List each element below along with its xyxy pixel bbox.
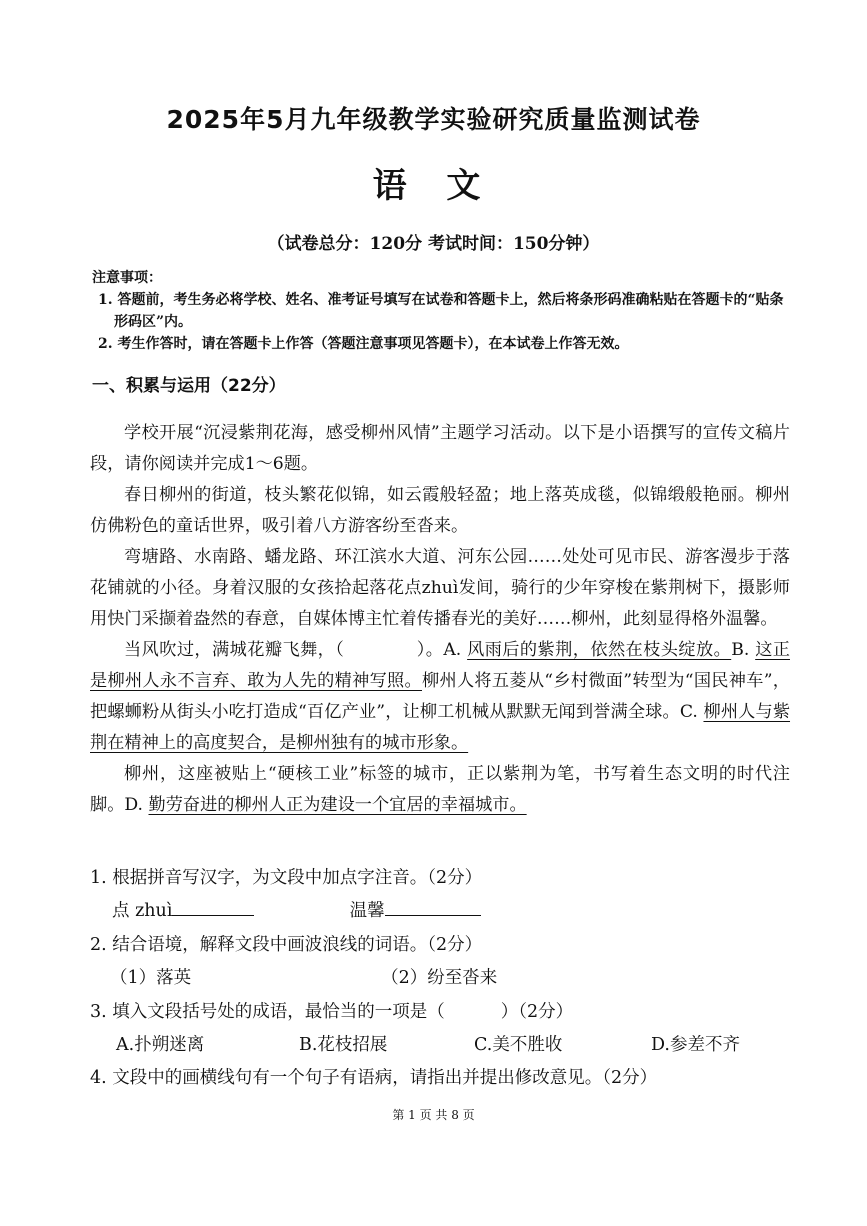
q2-item-a: （1）落英 bbox=[110, 968, 192, 988]
section-title: 一、积累与运用（22分） bbox=[92, 376, 286, 396]
q3-text: ）（2分） bbox=[500, 1002, 574, 1022]
question-1-items bbox=[112, 897, 832, 925]
passage-text: B. bbox=[731, 640, 756, 660]
question-1: 1. 根据拼音写汉字，为文段中加点字注音。（2分） bbox=[90, 868, 483, 888]
q1-item-b: 温馨 bbox=[349, 901, 385, 921]
underlined-sentence-b: 这正是柳州人永不言弃、敢为人先的精神写照。 bbox=[90, 640, 790, 691]
question-2: 2. 结合语境，解释文段中画波浪线的词语。（2分） bbox=[90, 935, 483, 955]
question-3 bbox=[90, 998, 810, 1026]
passage-paragraph: 弯塘路、水南路、蟠龙路、环江滨水大道、河东公园……处处可见市民、游客漫步于落花铺就的小径。身着汉服的女孩拾起落花点zhuì发间，骑行的少年穿梭在紫荆树下，摄影师用快门采撷着盎然的春意，自媒体博主忙着传播春光的美好……柳州，此刻显得格外温馨。 bbox=[90, 547, 790, 629]
score-info: （试卷总分：120分 考试时间：150分钟） bbox=[267, 234, 600, 254]
passage-text: C. bbox=[679, 702, 704, 722]
q3-option: A.扑朔迷离 bbox=[116, 1035, 205, 1055]
answer-blank bbox=[172, 897, 254, 916]
q3-text: 3. 填入文段括号处的成语，最恰当的一项是（ bbox=[90, 1002, 445, 1022]
q2-item-b: （2）纷至沓来 bbox=[381, 968, 498, 988]
passage-paragraph bbox=[90, 635, 790, 759]
question-4: 4. 文段中的画横线句有一个句子有语病，请指出并提出修改意见。（2分） bbox=[90, 1068, 658, 1088]
notes-heading: 注意事项： bbox=[92, 270, 162, 286]
passage-paragraph: 学校开展“沉浸紫荆花海，感受柳州风情”主题学习活动。以下是小语撰写的宣传文稿片段，请你阅读并完成1～6题。 bbox=[90, 423, 790, 474]
passage-text: 柳州，这座被贴上“硬核工业”标签的城市，正以紫荆为笔，书写着生态文明的时代注脚。 bbox=[90, 764, 790, 815]
q3-option: C.美不胜收 bbox=[474, 1035, 563, 1055]
passage-paragraph: 春日柳州的街道，枝头繁花似锦，如云霞般轻盈；地上落英成毯，似锦缎般艳丽。柳州仿佛粉色的童话世界，吸引着八方游客纷至沓来。 bbox=[90, 485, 790, 536]
answer-blank bbox=[385, 897, 481, 916]
notes-block bbox=[92, 267, 792, 355]
underlined-sentence-c: 柳州人与紫荆在精神上的高度契合，是柳州独有的城市形象。 bbox=[90, 702, 791, 753]
passage-paragraph bbox=[90, 759, 790, 821]
q1-item-a: 点 zhuì bbox=[112, 901, 173, 921]
underlined-sentence-d: 勤劳奋进的柳州人正为建设一个宜居的幸福城市。 bbox=[148, 795, 527, 815]
passage-text: 柳州人将五菱从“乡村微面”转型为“国民神车”，把螺蛳粉从街头小吃打造成“百亿产业”，让柳工机械从默默无闻到誉满全球。 bbox=[90, 671, 790, 722]
q3-option: D.参差不齐 bbox=[651, 1035, 740, 1055]
passage-text: 当风吹过，满城花瓣飞舞，（ bbox=[124, 640, 345, 660]
exam-title: 2025年5月九年级教学实验研究质量监测试卷 bbox=[166, 105, 701, 134]
question-2-items bbox=[110, 964, 830, 992]
page-footer: 第 1 页 共 8 页 bbox=[392, 1108, 475, 1122]
q3-option: B.花枝招展 bbox=[299, 1035, 388, 1055]
passage-text: D. bbox=[124, 795, 149, 815]
passage-text: ）。A. bbox=[416, 640, 468, 660]
underlined-sentence-a: 风雨后的紫荆，依然在枝头绽放。 bbox=[467, 640, 732, 660]
note-item: 1. 答题前，考生务必将学校、姓名、准考证号填写在试卷和答题卡上，然后将条形码准确粘贴在答题卡的“贴条形码区”内。 bbox=[98, 292, 784, 330]
note-item: 2. 考生作答时，请在答题卡上作答（答题注意事项见答题卡），在本试卷上作答无效。 bbox=[98, 336, 629, 352]
passage bbox=[90, 418, 790, 821]
subject-title: 语 文 bbox=[372, 166, 495, 206]
